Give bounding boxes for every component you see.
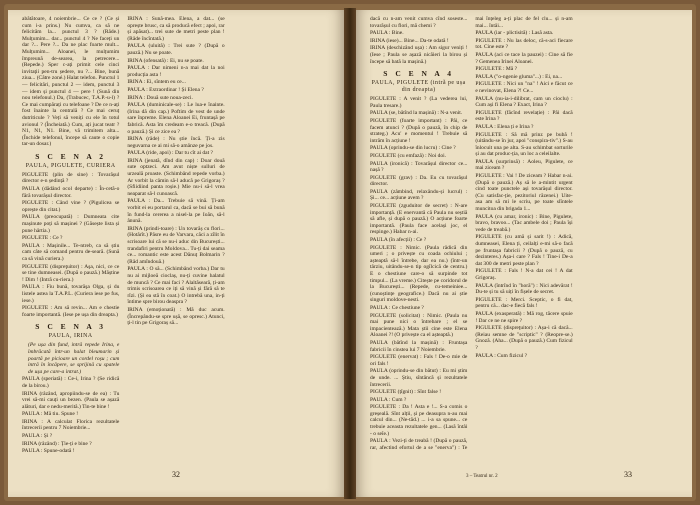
dialogue-paragraph: PAULA : O să... (Schimbând vorba.) Dar tu nu ai mijloeă cioclaș, nu-ți cuvine halatul de muncă ? Ce mai faci ? Alaltăseară, ți-am trimis scrisoarea ce iți să vină și fără să te rîzi. (Și ea stă în coat.) O intrebă una, in-ți întime spre birou deaspra ? bbox=[127, 266, 225, 306]
dialogue-paragraph: PAULA : Vezi-ți de treabă ! (După o pauză, rar, afectind efortul de a se "enerva") : Te mai înțeleg a-ți plac de fel clu... și n-am mai... întâi... bbox=[370, 16, 573, 451]
dialogue-paragraph: IRINA (râde) : Nu știe încă. Ți-a zis neguvarna ce ai mi să-o amânze pe jos. bbox=[127, 136, 225, 149]
dialogue-paragraph: PAULA (exasperată) : Mă rog, tăcere spuie ! Dar ce ne ne spire ? bbox=[475, 310, 573, 324]
dialogue-paragraph: PAULA : Mașinile... Te-ntreb, ca să știu cam câte să comand pentru de-seară. (Sună ca să vină curiera.) bbox=[22, 242, 120, 262]
right-page-text-columns bbox=[370, 16, 678, 463]
dialogue-paragraph: PAULA : Dar nimeni n-a mai dat la noi producția asta ! bbox=[127, 65, 225, 78]
scene-characters: PAULA, PIGULETE, CURIERA bbox=[25, 162, 116, 169]
dialogue-paragraph: PAULA (în afecții) : Ce ? bbox=[370, 237, 427, 244]
dialogue-paragraph: PIGULETE (țîgnit) : Sînt false ! bbox=[370, 389, 442, 396]
dialogue-paragraph: PIGULETE (foarte important) : Păi, ce facem atunci ? (După o pauză, în chip de strateg.) Acu' e momentul ! Trebuie să intrăm în acțiune ! bbox=[370, 117, 468, 144]
dialogue-paragraph: PAULA (zâmbind, relaxându-și lucrul) : Și... ce... acțiune avem ? bbox=[370, 188, 468, 202]
dialogue-paragraph: PAULA : Cum ? bbox=[370, 396, 407, 403]
dialogue-paragraph: PIGULETE (cu amă și sarit !) : Adică, dumneasei, Elena ți, ceilalți e-mi să-o facă pe fruntașa fabricii ? (După o pauză, cu dezinteres.) Așa-i care ? Fals ! Tine-i De-a dat 300 de metri peste plan ? bbox=[475, 234, 573, 267]
dialogue-paragraph: IRINA (iese)... Bine... Da-te odată ! bbox=[370, 37, 449, 44]
dialogue-paragraph: PIGULETE (zguduitor de secret) : N-are importanță. (E enervantă că Paula nu seștiă să afle, și după o pauză.) O acțiune foarte importantă. (Paula face același joc, el respinge.) Habar n-ai. bbox=[370, 203, 468, 236]
right-page-footer: 3 – Teatrul nr. 2 bbox=[466, 474, 498, 479]
dialogue-paragraph: PAULA (întrînd în "horă") : Nici adevărat ! Du-te și tu să uiți în fișele de secret. bbox=[475, 282, 573, 296]
dialogue-paragraph: PIGULETE : Nimic. (Paula râdică din umeri ; o privește cu coada ochiului ; așteaptă să-l întrebe, dar ea nu.) (într-un târziu, uitându-se-n tip ogîlcică de centru.) E o chestiune care-o să surpinde tot timpul... (La vreme.) Citește pe coridorul de la București... (Repede, cu-temeiniee... (cunoștințe geografice.) Dacă nu ai știe singuri moldove-nesti. bbox=[370, 244, 468, 304]
dialogue-paragraph: PIGULETE : Când vine ? (Pigulicea se oprește din citat.) bbox=[22, 200, 120, 213]
dialogue-paragraph: IRINA (deschizând ușa) : Am sigur veniți ! (Iese ; Paula se așază nicăieri la birou și începe să bată la mașină.) bbox=[370, 45, 468, 65]
dialogue-paragraph: PAULA : Ce chestiune ? bbox=[370, 304, 424, 311]
dialogue-paragraph: PAULA : Bine. bbox=[370, 30, 404, 37]
dialogue-paragraph: IRINA : Ei, sîntem eu ce... bbox=[127, 79, 186, 86]
dialogue-paragraph: PIGULETE (plin de sine) : Tovarășul director e-n ședință ? bbox=[22, 171, 120, 185]
left-page-text-columns bbox=[22, 16, 330, 463]
dialogue-paragraph: PAULA (bătînd la mașină) : Fruntașa fabricii în cinstea lui 7 Noiembrie. bbox=[370, 339, 468, 353]
dialogue-paragraph: PAULA (surprinsă) : Aoleu, Pigulete, ce mai ziceam ? bbox=[475, 158, 573, 172]
scene-heading: S C E N A 4 bbox=[383, 69, 455, 79]
dialogue-paragraph: IRINA : A calculat Florica rezultatele întrecerii pentru 7 Noiembrie... bbox=[22, 418, 120, 432]
dialogue-paragraph: dacă cu n-am venit cumva cînd soseste... tovarășul cu flori, mă chemi ? bbox=[370, 16, 468, 29]
dialogue-paragraph: PIGULETE : Da ! Asta e !... S-a comis o greșeală. Sînt alții, și pe deasupra n-au mai calcul din... (Ne-tăd.) ... i-a sa spune... ce trebuie aceasta rezultatele gen... (Lasă întâi - o seîe.) bbox=[370, 404, 468, 437]
dialogue-paragraph: PIGULETE : Nu las deloc, că-s-aci fiecare tot. Cine este ? bbox=[475, 37, 573, 51]
dialogue-paragraph: PAULA (oprindu-se din lucru) : Cine ? bbox=[370, 145, 456, 152]
dialogue-paragraph: PAULA (nu-ia-i-dilibrat, cam un cioclu) : Cum ași fi Elena ? Exact, Irina ? bbox=[475, 95, 573, 109]
dialogue-paragraph: PIGULETE (cu emfază) : Noi doi. bbox=[370, 152, 447, 159]
dialogue-paragraph: PIGULETE (grav) : Da. Eu cu tovarășul director. bbox=[370, 174, 468, 188]
book-gutter bbox=[344, 8, 356, 499]
dialogue-paragraph: abătătoare, 4 noiembrie... Ce ce ? (Ce și cum i-a prins.) Nu cumva, ca să ne felicităm la... punctul 3 ? (Râde.) Mulțumim... dar... punctul 4 ? Ne faceți un dar ?... Pere ?... Da ne plac foarte mult... Mulțumim... Aloanei, le mulțumim împreună de-searea, la petrecere... (Repede.) Sper c-ați primit cele cinci invitații pen-tru ședere, nu ?... Bine, bună ziua... (Către zoné.) Halat telefon. Punctul 1 — felicitări, punctul 2 — idem, punctul 3 — idem și punctul 4 — pere ! (Sună din nou telefonul.) Da, (Trabucec, T.A.P.-u-l) ? Ce mai cumpărați cu telefoane ? De ce n-ați fost înainte la centrală ? Ce mai ceruț dutriticule ? Veți să veniți cu ele în totul avionul ? (Încheiată.) Cum, ați jucat teatr ? N1, N1, N1. Bine, vă trimitem alta... (Închide telefonul, începe să caute o copie tar-un dosar.) bbox=[22, 16, 120, 148]
dialogue-paragraph: PAULA : Fiu bună, tovarăşa Olga, și du listele astea la T.A.P.L. (Curiera iese pe fus, iese.) bbox=[22, 284, 120, 304]
dialogue-paragraph: PAULA : Elena ți e Irina ? bbox=[475, 123, 534, 130]
dialogue-paragraph: PAULA (aci ce tace la pauzei) : Cine să fie ? Gemenea Irinei Aloanei. bbox=[475, 51, 573, 65]
dialogue-paragraph: PIGULETE (făcînd revelație) : Păi dacă este Irina ? bbox=[475, 109, 573, 123]
dialogue-paragraph: PIGULETE : Nici un "na" ! Aici e făcut ce e nevinovat, Elena ?! Ce... bbox=[475, 81, 573, 94]
dialogue-paragraph: IRINA (ofensată) : Ei, nu se poate. bbox=[127, 57, 204, 64]
left-page-number: 32 bbox=[172, 470, 180, 479]
dialogue-paragraph: PIGULETE (dispreţuitor) : Așa-i că dacă... (Reiau semne de "scriptic" ? (Reopre-se.) Gnoză. (Aha... (După o pauză.) Cum fizicul ? bbox=[475, 325, 573, 351]
dialogue-paragraph: IRINA (emoționată) : Mă duc acum. (Încrepându-se spre ușă, se opresc.) Atunci, ți-l tin pe Grigoraș să... bbox=[127, 306, 225, 327]
dialogue-paragraph: PIGULETE : Mă ? bbox=[475, 66, 518, 73]
right-page-number: 33 bbox=[624, 470, 632, 479]
dialogue-paragraph: IRINA : Sună-mea. Elena, a dat... (se oprește brusc, ca să producă efect ; apoi, rar și apăsat)... trei sute de metri peste plan ! (Râde încîntată.) bbox=[127, 16, 225, 42]
dialogue-paragraph: PAULA (se, bătînd la mașină) : N-a venit. bbox=[370, 110, 463, 117]
scene-heading: S C E N A 2 bbox=[35, 151, 107, 161]
dialogue-paragraph: PIGULETE : Merci. Sceptic, o fi dat, pentru că... dac-e fiecă fals ! bbox=[475, 296, 573, 310]
dialogue-paragraph: PAULA : Cum fizicul ? bbox=[475, 352, 528, 359]
dialogue-paragraph: PIGULETE (solicitat) : Nimic. (Paula nu mai pune nici o întrebare ; el se impacientează.) Mata știi cine este Elena Aloanei ?! (O privește ca el așteaptă.) bbox=[370, 312, 468, 339]
dialogue-paragraph: PIGULETE : Vai ! De ziceam ? Habar n-ai. (După o pauză.) Aș să le a-mintit urgent cind toate punctele ași tovarășul director. (Cu satisfac-ție, pezitoriul răzenei.) Uite-asa am să mi le scriu, pe toate slîntele muncitoa din brigada 1... bbox=[475, 173, 573, 213]
scene-heading: S C E N A 3 bbox=[35, 322, 107, 332]
left-page bbox=[8, 10, 344, 497]
dialogue-paragraph: PIGULETE (enervat) : Fals ! De-o mie de ori fals ! bbox=[370, 354, 468, 367]
dialogue-paragraph: PAULA : Da... Trebuie să vină. Ți-am vorbit ei eu portarul ca, dacă se bui să bună în fund-la cererea a nisel-la pe Ioăn, să-l ânună. bbox=[127, 198, 225, 225]
dialogue-paragraph: IRINA (jenată, dînd din cap) : Doar două sute optzeci. Am avut niște sulluri de urzeală proaste. (Schimbând repede vorba.) Ar vorbit la câmin să-l aducă pe Grigoraș ? (Sfiidiind panta roșie.) Mie nu-i să-l vrea neaparat să-l cunoască. bbox=[127, 157, 225, 197]
dialogue-paragraph: PIGULETE : Să mă prinz pe bubă ! (uitându-se în jur, apoi "conspira-tiv".) S-au înlocuit una pe alta. S-au schimbat sorturile și au dat produc-ția, un loc a celeilalte. bbox=[475, 131, 573, 158]
book-spread bbox=[4, 4, 696, 501]
dialogue-paragraph: PAULA (preocupată) : Dumneata cite mașinute poți să mașinei ? (Găsește lista și pune hârtia.) bbox=[22, 214, 120, 234]
dialogue-paragraph: PIGULETE (dispreţuitor) : Aşa, nici, ce ce se tine dumneasei. (După o pauză.) Măștine ! Dim ! (Intră cu-riera.) bbox=[22, 263, 120, 283]
dialogue-paragraph: PAULA (ironică) : Tovarășul director ce... nașă ? bbox=[370, 160, 468, 174]
dialogue-paragraph: PAULA : Și ? bbox=[22, 433, 53, 440]
scene-characters: PAULA, IRINA bbox=[48, 333, 93, 340]
dialogue-paragraph: PAULA (dădând ocol departe) : În-cetă-o fără tovarășul director. bbox=[22, 186, 120, 199]
stage-direction: (Pe ușa din fund, intră repede Irina, e îmbrăcată într-un halat bleumarin și poartă pe picioare un cordel roșu ; cum intră în încăpere, se sprijină cu spatele de ușa pe care-a intrat.) bbox=[28, 342, 120, 375]
dialogue-paragraph: PAULA : Extraordinar ! Și Elena ? bbox=[127, 86, 204, 93]
dialogue-paragraph: PAULA ("o-ngenie gluma"...) : Ei, na... bbox=[475, 73, 563, 80]
dialogue-paragraph: PIGULETE : Fals ! N-a dat cei ! A dat Grigoraș. bbox=[475, 268, 573, 281]
scene-characters: PAULA, PIGULETE (intră pe ușa din dreapta) bbox=[371, 80, 466, 94]
dialogue-paragraph: IRINA (prindi-toare) : Un tovarăș cu flori... (Hotărît.) Păsre eu de Varvara, căci a zîlit în scrisoare lui că se nu-i aduc din București... trandafiri pentru Moldova... Tu-ți dai seama ce... romantic este acest Dănuț Bolmarin ? (Râd amîndouă.) bbox=[127, 225, 225, 265]
dialogue-paragraph: IRINA (râzând) : Ție-ți e bine ? bbox=[22, 440, 92, 447]
dialogue-paragraph: PAULA : Spune-odată ! bbox=[22, 448, 75, 455]
dialogue-paragraph: IRINA : Două sute noua-zeci. bbox=[127, 94, 193, 101]
dialogue-paragraph: PAULA : Mă tiu. Spune ! bbox=[22, 411, 79, 418]
dialogue-paragraph: PIGULETE : A venit ? (La vederea lui, Paula tresare.) bbox=[370, 96, 468, 109]
dialogue-paragraph: PIGULETE : Ce ? bbox=[22, 235, 63, 242]
dialogue-paragraph: PAULA (duminicale-se) : Le lua-e înainte. (Irina dă din cap.) Poftim de vest de unde sare înpreme. Elena Aloanei Ei, fruntașă pe fabrică. Asta îm credeam e-o treacă. (După o pauză.) Și ce zice ea ? bbox=[127, 102, 225, 135]
dialogue-paragraph: PAULA (oprindu-se din bătut) : Eu mi știm de unde. ... Știu, sîntâncă și rezultatele întrecerii. bbox=[370, 368, 468, 388]
dialogue-paragraph: PAULA (speriată) : Ce-i, Irina ? (Se ridică de la birou.) bbox=[22, 376, 120, 389]
right-page bbox=[356, 10, 692, 497]
dialogue-paragraph: PAULA (ride, apoi) : Dar tu cît ai dat ? bbox=[127, 150, 213, 157]
dialogue-paragraph: IRINA (râzând, apropiindu-se de ea) : Tu vrei să-mi cauți un bezen. (Paula se așază alături, dar e nedu-merită.) Tin-te bine ! bbox=[22, 390, 120, 410]
dialogue-paragraph: PAULA (uluită) : Trei sute ? (După o pauză.) Nu se poate. bbox=[127, 43, 225, 56]
dialogue-paragraph: PIGULETE : Am să revin... Am e chestie foarte importantă. (Iese pe ușa din dreapta.) bbox=[22, 305, 120, 318]
dialogue-paragraph: PAULA (iar - plictisită) : Lasă asta. bbox=[475, 30, 554, 37]
dialogue-paragraph: PAULA (cu amar, ironic) : Bine, Pigulete, bravo, bravoo... (Tac ambele doi ; Paula își vede de treabă.) bbox=[475, 213, 573, 233]
